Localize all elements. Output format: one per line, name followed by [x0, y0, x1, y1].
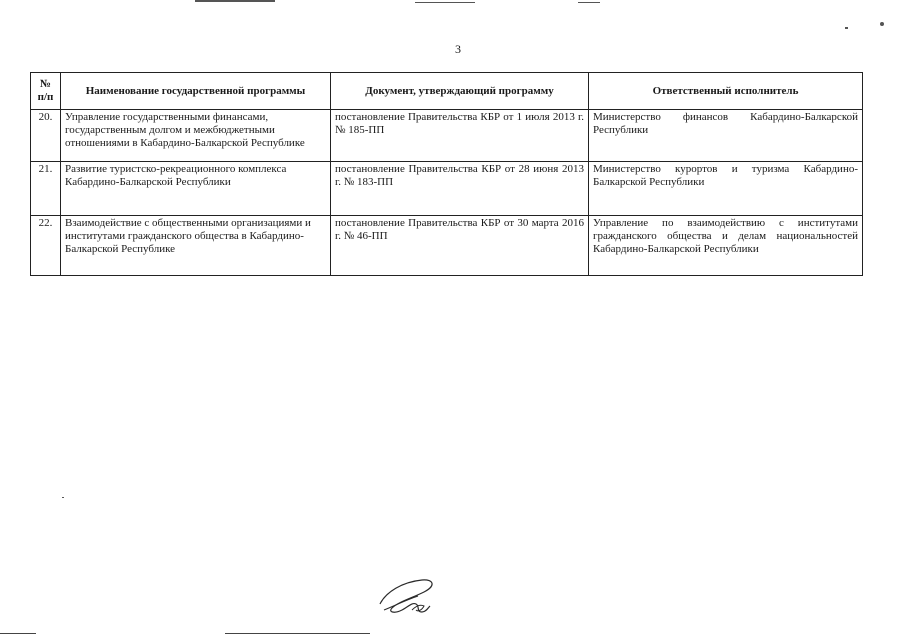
row-program-name: Развитие туристско-рекреационного комплекса Кабардино-Балкарской Республики [61, 162, 331, 216]
table-row [31, 110, 863, 162]
row-document: постановление Правительства КБР от 30 марта 2016 г. № 46-ПП [331, 216, 589, 276]
scan-artifact [415, 2, 475, 3]
row-document: постановление Правительства КБР от 28 июня 2013 г. № 183-ПП [331, 162, 589, 216]
table-header-row [31, 73, 863, 110]
scan-artifact [880, 22, 884, 26]
handwritten-signature [372, 570, 442, 620]
scan-artifact [195, 0, 275, 2]
scan-artifact [578, 2, 600, 3]
footer-rule [0, 633, 36, 634]
row-program-name: Управление государственными финансами, государственным долгом и межбюджетными отношениями в Кабардино-Балкарской Республике [61, 110, 331, 162]
footer-rule [225, 633, 370, 634]
table-row [31, 162, 863, 216]
row-executor: Министерство финансов Кабардино-Балкарской Республики [589, 110, 863, 162]
programs-table [30, 72, 863, 276]
header-document: Документ, утверждающий программу [331, 73, 589, 110]
header-executor: Ответственный исполнитель [589, 73, 863, 110]
row-executor: Министерство курортов и туризма Кабардино-Балкарской Республики [589, 162, 863, 216]
page-number: 3 [455, 42, 461, 56]
row-program-name: Взаимодействие с общественными организациями и институтами гражданского общества в Кабардино-Балкарской Республике [61, 216, 331, 276]
row-num: 21. [31, 162, 61, 216]
row-num: 20. [31, 110, 61, 162]
scan-artifact [62, 497, 64, 498]
header-program-name: Наименование государственной программы [61, 73, 331, 110]
row-document: постановление Правительства КБР от 1 июля 2013 г. № 185-ПП [331, 110, 589, 162]
row-executor: Управление по взаимодействию с институтами гражданского общества и делам национальностей Кабардино-Балкарской Республики [589, 216, 863, 276]
header-num: № п/п [31, 73, 61, 110]
table-row [31, 216, 863, 276]
scan-artifact [845, 27, 848, 29]
row-num: 22. [31, 216, 61, 276]
